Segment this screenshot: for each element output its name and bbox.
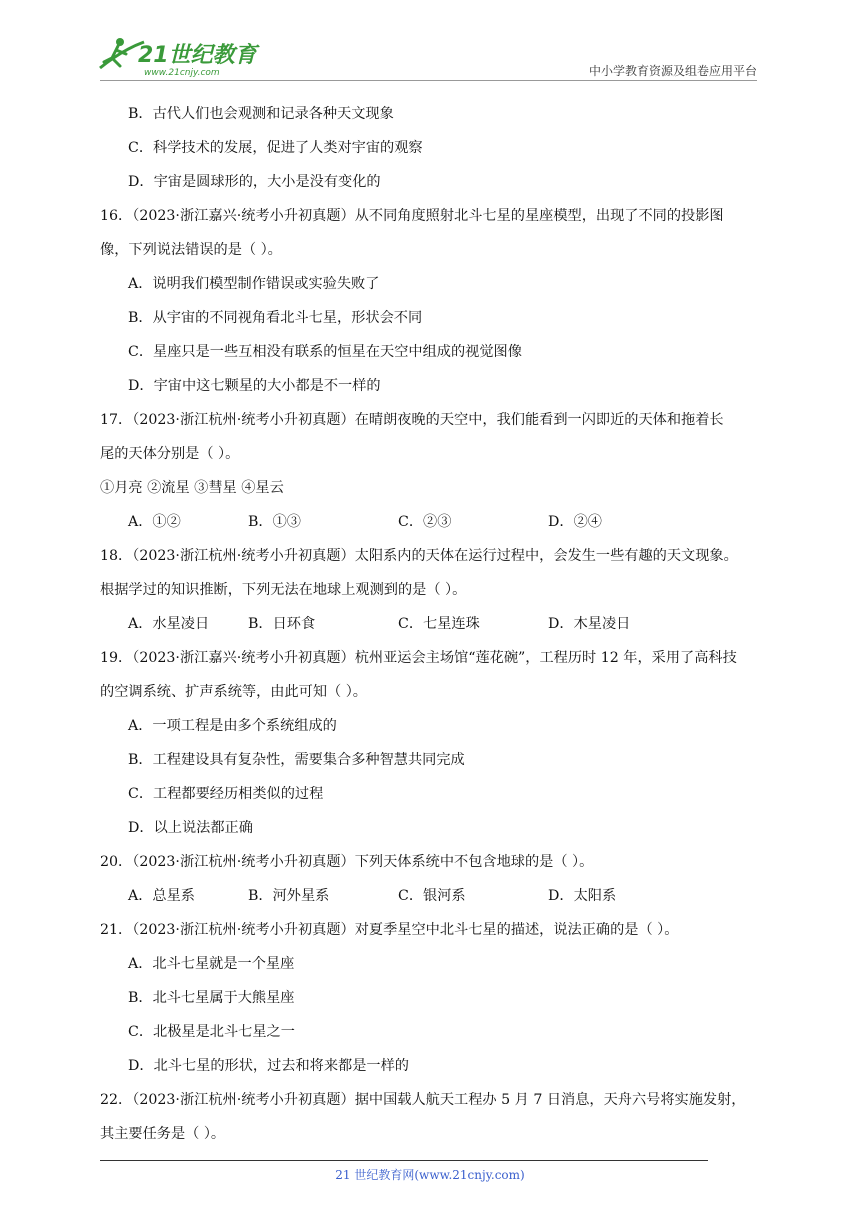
q17-option-a: A．①② [128,514,181,530]
q18-option-d: D．木星凌日 [548,616,631,632]
q18-option-c: C．七星连珠 [398,616,480,632]
q22-stem-line2: 其主要任务是（ ）。 [100,1126,226,1142]
q17-option-c: C．②③ [398,514,452,530]
q15-option-d: D．宇宙是圆球形的，大小是没有变化的 [128,174,381,190]
q19-option-d: D．以上说法都正确 [128,820,253,836]
q16-stem-line1: 16．（2023·浙江嘉兴·统考小升初真题）从不同角度照射北斗七星的星座模型，出现了不同的投影图 [100,208,724,224]
q21-option-c: C．北极星是北斗七星之一 [128,1024,295,1040]
q19-option-a: A．一项工程是由多个系统组成的 [128,718,337,734]
q17-stem-line2: 尾的天体分别是（ ）。 [100,446,240,462]
q17-stem-line1: 17．（2023·浙江杭州·统考小升初真题）在晴朗夜晚的天空中，我们能看到一闪即近的天体和拖着长 [100,412,724,428]
q17-items: ①月亮 ②流星 ③彗星 ④星云 [100,480,284,496]
page-header [0,0,860,86]
header-divider [100,80,757,81]
q18-option-a: A．水星凌日 [128,616,210,632]
q16-stem-line2: 像，下列说法错误的是（ ）。 [100,242,282,258]
q16-option-b: B．从宇宙的不同视角看北斗七星，形状会不同 [128,310,423,326]
q20-stem: 20．（2023·浙江杭州·统考小升初真题）下列天体系统中不包含地球的是（ ）。 [100,854,594,870]
q19-option-b: B．工程建设具有复杂性，需要集合多种智慧共同完成 [128,752,465,768]
q16-option-c: C．星座只是一些互相没有联系的恒星在天空中组成的视觉图像 [128,344,522,360]
footer-divider [100,1160,708,1161]
q20-option-a: A．总星系 [128,888,195,904]
q20-option-c: C．银河系 [398,888,466,904]
footer-link[interactable]: 21 世纪教育网(www.21cnjy.com) [335,1168,525,1182]
q21-stem: 21．（2023·浙江杭州·统考小升初真题）对夏季星空中北斗七星的描述，说法正确的是（ ）。 [100,922,679,938]
logo [92,32,262,80]
q18-option-b: B．日环食 [248,616,316,632]
q15-option-c: C．科学技术的发展，促进了人类对宇宙的观察 [128,140,423,156]
logo-text: 21世纪教育 [138,43,257,68]
q17-option-b: B．①③ [248,514,301,530]
q16-option-d: D．宇宙中这七颗星的大小都是不一样的 [128,378,381,394]
q20-option-b: B．河外星系 [248,888,330,904]
q19-stem-line2: 的空调系统、扩声系统等，由此可知（ ）。 [100,684,367,700]
q19-stem-line1: 19．（2023·浙江嘉兴·统考小升初真题）杭州亚运会主场馆“莲花碗”，工程历时 12 年，采用了高科技 [100,650,737,666]
q21-option-b: B．北斗七星属于大熊星座 [128,990,295,1006]
q18-stem-line2: 根据学过的知识推断，下列无法在地球上观测到的是（ ）。 [100,582,467,598]
q21-option-a: A．北斗七星就是一个星座 [128,956,295,972]
platform-name: 中小学教育资源及组卷应用平台 [588,64,757,78]
q20-option-d: D．太阳系 [548,888,617,904]
q21-option-d: D．北斗七星的形状，过去和将来都是一样的 [128,1058,409,1074]
logo-url: www.21cnjy.com [144,68,220,78]
q16-option-a: A．说明我们模型制作错误或实验失败了 [128,276,380,292]
q17-option-d: D．②④ [548,514,602,530]
q18-stem-line1: 18．（2023·浙江杭州·统考小升初真题）太阳系内的天体在运行过程中，会发生一些有趣的天文现象。 [100,548,738,564]
q22-stem-line1: 22．（2023·浙江杭州·统考小升初真题）据中国载人航天工程办 5 月 7 日消息，天舟六号将实施发射， [100,1092,746,1108]
q19-option-c: C．工程都要经历相类似的过程 [128,786,324,802]
q15-option-b: B．古代人们也会观测和记录各种天文现象 [128,106,394,122]
